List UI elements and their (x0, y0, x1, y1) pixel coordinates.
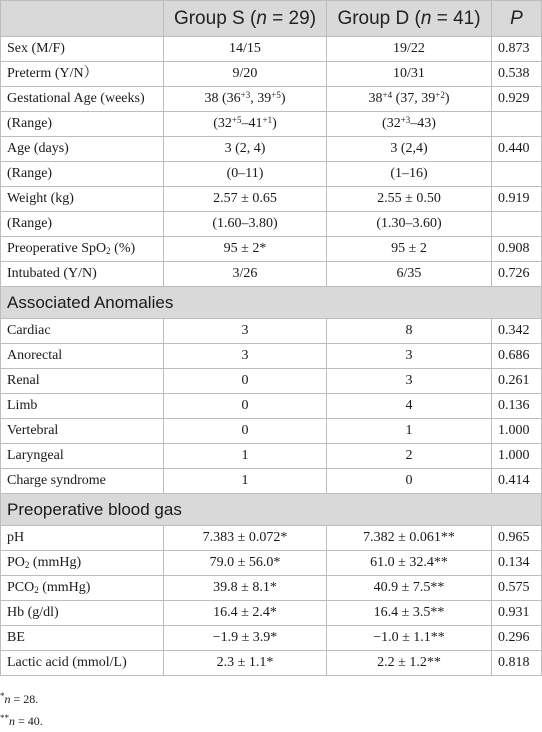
table-row (1, 601, 542, 626)
p-value: 0.908 (492, 237, 542, 262)
table-row (1, 626, 542, 651)
label-sub: 2 (34, 585, 39, 595)
footnote-mark: * (0, 691, 5, 701)
table-row (1, 262, 542, 287)
group-s-value: −1.9 ± 3.9* (164, 626, 327, 651)
p-value: 0.726 (492, 262, 542, 287)
footnote (0, 688, 542, 710)
row-label: Preterm (Y/N） (1, 62, 164, 87)
table-row (1, 369, 542, 394)
row-label (1, 526, 164, 551)
row-label: Gestational Age (weeks) (1, 87, 164, 112)
row-label (1, 576, 164, 601)
group-s-value: 14/15 (164, 37, 327, 62)
p-value: 0.575 (492, 576, 542, 601)
row-label: Limb (1, 394, 164, 419)
value-part: –43) (410, 116, 436, 131)
label-part: BE (7, 630, 25, 645)
row-label: Age (days) (1, 137, 164, 162)
p-value: 1.000 (492, 419, 542, 444)
value-part: –41 (241, 116, 263, 131)
group-s-value: 0 (164, 419, 327, 444)
group-s-value: 1 (164, 444, 327, 469)
row-label: Intubated (Y/N) (1, 262, 164, 287)
group-d-value: 10/31 (327, 62, 492, 87)
header-group-s-suffix: = 29) (266, 8, 317, 29)
table-row (1, 162, 542, 187)
row-label (1, 626, 164, 651)
group-s-value: 0 (164, 369, 327, 394)
table-row (1, 319, 542, 344)
value-part: ) (280, 91, 286, 106)
value-sup: +3 (400, 115, 411, 125)
header-group-s-prefix: Group S ( (173, 8, 257, 29)
section-row-anomalies (1, 287, 542, 319)
value-part: ) (272, 116, 277, 131)
section-title: Associated Anomalies (1, 287, 542, 319)
header-group-d-prefix: Group D ( (337, 8, 421, 29)
header-group-s (164, 1, 327, 37)
group-s-value: 3 (164, 319, 327, 344)
label-sub: 2 (106, 246, 111, 256)
p-value: 0.931 (492, 601, 542, 626)
table-row (1, 419, 542, 444)
p-value: 0.414 (492, 469, 542, 494)
p-value: 0.919 (492, 187, 542, 212)
row-label (1, 601, 164, 626)
value-sup: +1 (262, 115, 273, 125)
group-s-value: 1 (164, 469, 327, 494)
p-value: 1.000 (492, 444, 542, 469)
p-value: 0.873 (492, 37, 542, 62)
label-part: (mmHg) (38, 580, 91, 595)
p-value: 0.965 (492, 526, 542, 551)
value-sup: +5 (271, 90, 281, 100)
group-d-value: 6/35 (327, 262, 492, 287)
group-d-value: 4 (327, 394, 492, 419)
p-value: 0.296 (492, 626, 542, 651)
table-row (1, 62, 542, 87)
value-part: 38 (36 (204, 91, 241, 106)
table-row (1, 576, 542, 601)
footnote-text: = 40. (15, 714, 43, 728)
group-s-value: (1.60–3.80) (164, 212, 327, 237)
header-blank (1, 1, 164, 37)
label-part: Preoperative SpO (7, 241, 107, 256)
group-d-value: 2.2 ± 1.2** (327, 651, 492, 676)
group-s-value: 9/20 (164, 62, 327, 87)
group-d-value: 95 ± 2 (327, 237, 492, 262)
table-row (1, 37, 542, 62)
group-d-value: (1.30–3.60) (327, 212, 492, 237)
value-part: (37, 39 (392, 91, 436, 106)
label-part: PCO (7, 580, 35, 595)
group-s-value: 2.3 ± 1.1* (164, 651, 327, 676)
value-part: (32 (213, 116, 232, 131)
label-part: PO (7, 555, 25, 570)
group-s-value: (0–11) (164, 162, 327, 187)
header-group-d-suffix: = 41) (431, 8, 481, 29)
group-d-value: 3 (327, 369, 492, 394)
group-s-value: 3/26 (164, 262, 327, 287)
footnote-mark: ** (0, 713, 9, 723)
row-label: Anorectal (1, 344, 164, 369)
group-s-value: 3 (2, 4) (164, 137, 327, 162)
group-d-value: 40.9 ± 7.5** (327, 576, 492, 601)
p-value: 0.440 (492, 137, 542, 162)
table-row (1, 112, 542, 137)
group-s-value: 16.4 ± 2.4* (164, 601, 327, 626)
group-d-value: 3 (327, 344, 492, 369)
row-label: (Range) (1, 112, 164, 137)
header-group-d (327, 1, 492, 37)
group-s-value: 39.8 ± 8.1* (164, 576, 327, 601)
footnote-text: = 28. (10, 692, 39, 706)
table-row (1, 444, 542, 469)
table-row (1, 137, 542, 162)
row-label: (Range) (1, 212, 164, 237)
table-row (1, 187, 542, 212)
footnotes (0, 688, 542, 732)
value-part: (32 (382, 116, 401, 131)
footnote-n: n (9, 714, 15, 728)
row-label (1, 651, 164, 676)
label-part: pH (7, 530, 25, 545)
group-s-value (164, 87, 327, 112)
table-row (1, 469, 542, 494)
group-d-value: 0 (327, 469, 492, 494)
footnote-n: n (4, 692, 11, 706)
p-value (492, 112, 542, 137)
row-label: Sex (M/F) (1, 37, 164, 62)
table-row (1, 87, 542, 112)
p-value: 0.538 (492, 62, 542, 87)
section-title: Preoperative blood gas (1, 494, 542, 526)
group-s-value: 7.383 ± 0.072* (164, 526, 327, 551)
label-part: (%) (110, 241, 136, 256)
table-row (1, 526, 542, 551)
p-value: 0.134 (492, 551, 542, 576)
group-d-value: 3 (2,4) (327, 137, 492, 162)
p-value (492, 162, 542, 187)
header-group-d-n: n (420, 8, 432, 29)
label-part: Lactic acid (mmol/L) (7, 655, 127, 670)
value-part: ) (444, 91, 450, 106)
value-sup: +2 (435, 90, 445, 100)
value-part: , 39 (250, 91, 272, 106)
value-sup: +3 (240, 90, 251, 100)
p-value: 0.261 (492, 369, 542, 394)
p-value: 0.136 (492, 394, 542, 419)
p-value: 0.342 (492, 319, 542, 344)
group-d-value (327, 112, 492, 137)
table-row (1, 212, 542, 237)
p-value: 0.686 (492, 344, 542, 369)
value-sup: +5 (231, 115, 242, 125)
group-s-value: 2.57 ± 0.65 (164, 187, 327, 212)
row-label: Laryngeal (1, 444, 164, 469)
group-d-value: −1.0 ± 1.1** (327, 626, 492, 651)
group-d-value: 16.4 ± 3.5** (327, 601, 492, 626)
group-s-value: 95 ± 2* (164, 237, 327, 262)
table-row (1, 344, 542, 369)
table-row (1, 651, 542, 676)
table-row (1, 394, 542, 419)
group-s-value: 0 (164, 394, 327, 419)
group-d-value: 61.0 ± 32.4** (327, 551, 492, 576)
group-d-value: (1–16) (327, 162, 492, 187)
group-s-value (164, 112, 327, 137)
row-label (1, 551, 164, 576)
p-value: 0.818 (492, 651, 542, 676)
value-sup: +4 (382, 90, 393, 100)
row-label: Weight (kg) (1, 187, 164, 212)
row-label: (Range) (1, 162, 164, 187)
group-d-value: 2.55 ± 0.50 (327, 187, 492, 212)
header-group-s-n: n (256, 8, 267, 29)
row-label: Renal (1, 369, 164, 394)
row-label: Charge syndrome (1, 469, 164, 494)
group-d-value (327, 87, 492, 112)
group-d-value: 1 (327, 419, 492, 444)
group-s-value: 3 (164, 344, 327, 369)
table-row (1, 237, 542, 262)
group-d-value: 7.382 ± 0.061** (327, 526, 492, 551)
header-row (1, 1, 542, 37)
p-value (492, 212, 542, 237)
label-part: Hb (g/dl) (7, 605, 59, 620)
group-s-value: 79.0 ± 56.0* (164, 551, 327, 576)
row-label (1, 237, 164, 262)
footnote (0, 710, 542, 732)
group-d-value: 8 (327, 319, 492, 344)
label-sub: 2 (24, 560, 30, 570)
group-d-value: 19/22 (327, 37, 492, 62)
table-row (1, 551, 542, 576)
row-label: Cardiac (1, 319, 164, 344)
group-d-value: 2 (327, 444, 492, 469)
p-value: 0.929 (492, 87, 542, 112)
label-part: (mmHg) (29, 555, 82, 570)
value-part: 38 (368, 91, 383, 106)
row-label: Vertebral (1, 419, 164, 444)
section-row-bloodgas (1, 494, 542, 526)
header-p-value: P (492, 1, 542, 37)
